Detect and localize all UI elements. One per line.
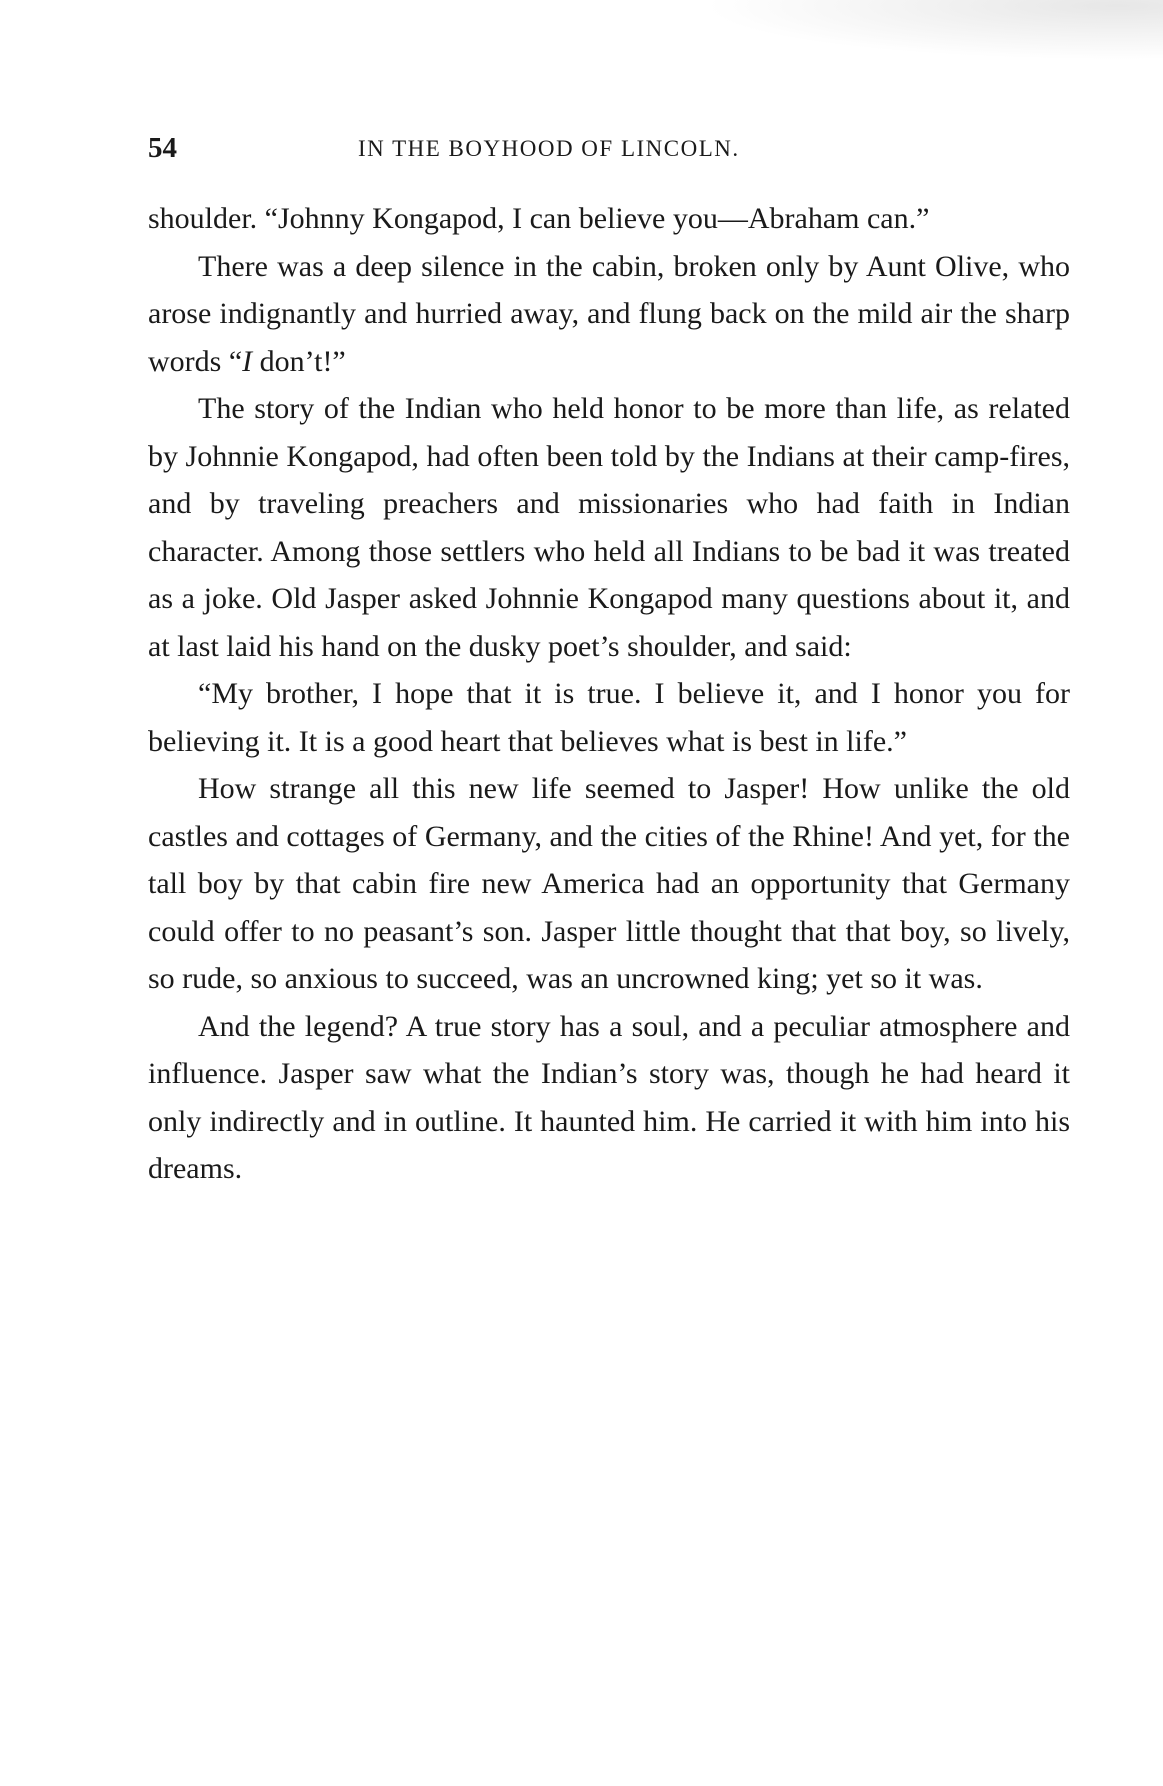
paragraph-4: “My brother, I hope that it is true. I believe it, and I honor you for believing it. It is a good heart that believes what is best in life.” [148, 677, 1070, 758]
paragraph-2-tail: don’t!” [252, 344, 346, 378]
scan-artifact [703, 0, 1163, 60]
paragraph-5: How strange all this new life seemed to Jasper! How unlike the old castles and cottages of Germany, and the cities of the Rhine! And yet, for the tall boy by that cabin fire new America had an opportunity that Germany could offer to no peasant’s son. Jasper little thought that that boy, so lively, so rude, so anxious to succeed, was an uncrowned king; yet so it was. [148, 772, 1070, 995]
paragraph-6: And the legend? A true story has a soul, and a peculiar atmosphere and influence. Jasper saw what the Indian’s story was, though he had heard it only indirectly and in outline. It haunted him. He carried it with him into his dreams. [148, 1009, 1070, 1185]
paragraph-2-italic: I [242, 344, 253, 378]
page-header [148, 132, 1068, 172]
running-head: IN THE BOYHOOD OF LINCOLN. [358, 136, 740, 161]
page-number: 54 [148, 132, 177, 164]
paragraph-2-text: There was a deep silence in the cabin, broken only by Aunt Olive, who arose indignantly and hurried away, and flung back on the mild air the sharp words “ [148, 249, 1070, 378]
paragraph-2 [148, 243, 1070, 386]
paragraph-3: The story of the Indian who held honor to be more than life, as related by Johnnie Kongapod, had often been told by the Indians at their camp-fires, and by traveling preachers and missionaries who had faith in Indian character. Among those settlers who held all Indians to be bad it was treated as a joke. Old Jasper asked Johnnie Kongapod many questions about it, and at last laid his hand on the dusky poet’s shoulder, and said: [148, 392, 1070, 663]
paragraph-1: shoulder. “Johnny Kongapod, I can believe you—Abraham can.” [148, 202, 930, 235]
body-text [148, 195, 1070, 1193]
